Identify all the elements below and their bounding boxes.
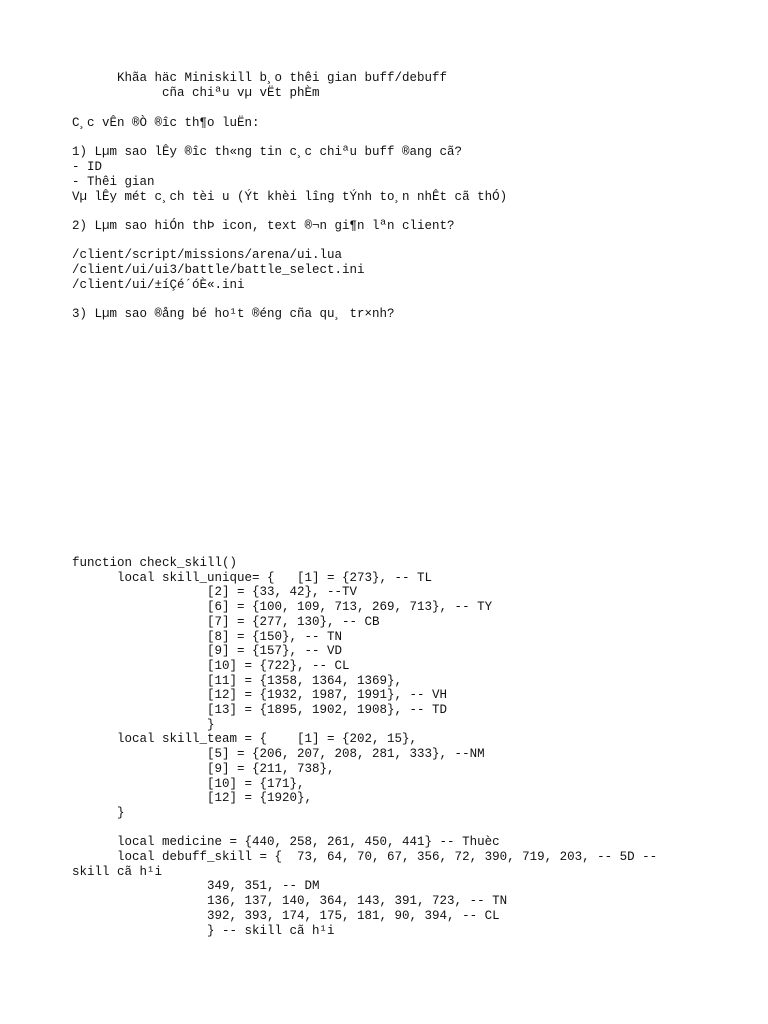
text-line: [8] = {150}, -- TN	[72, 629, 343, 644]
text-line	[72, 131, 80, 145]
text-line: C¸c vÊn ®Ò ®îc th¶o luËn:	[72, 116, 260, 130]
text-line: [6] = {100, 109, 713, 269, 713}, -- TY	[72, 600, 493, 615]
text-line: local medicine = {440, 258, 261, 450, 441} -- Thuèc	[72, 835, 500, 850]
text-line: function check_skill()	[72, 556, 238, 570]
text-line: 349, 351, -- DM	[72, 879, 320, 894]
text-line: 392, 393, 174, 175, 181, 90, 394, -- CL	[72, 908, 500, 923]
text-line: skill cã h¹i	[72, 864, 163, 879]
text-line: [9] = {157}, -- VD	[72, 644, 343, 659]
text-line: [2] = {33, 42}, --TV	[72, 585, 358, 600]
text-line: cña chiªu vµ vËt phÈm	[72, 85, 320, 100]
text-line	[72, 234, 80, 248]
text-line: /client/ui/ui3/battle/battle_select.ini	[72, 263, 365, 278]
text-line: Khãa häc Miniskill b¸o thêi gian buff/debuff	[72, 71, 448, 85]
text-line: } -- skill cã h¹i	[72, 923, 335, 938]
document-title	[72, 71, 447, 100]
text-line: [5] = {206, 207, 208, 281, 333}, --NM	[72, 747, 485, 762]
text-line: [11] = {1358, 1364, 1369},	[72, 673, 403, 688]
text-line: [13] = {1895, 1902, 1908}, -- TD	[72, 703, 448, 718]
text-line: [9] = {211, 738},	[72, 761, 335, 776]
text-line: /client/ui/±íÇé´óÈ«.ini	[72, 277, 245, 292]
text-line: 2) Lµm sao hiÓn thÞ icon, text ®¬n gi¶n lªn client?	[72, 218, 455, 233]
text-line: [12] = {1920},	[72, 791, 313, 806]
text-line: - ID	[72, 160, 103, 175]
text-line	[72, 821, 80, 835]
text-line: 3) Lµm sao ®ång bé ho¹t ®éng cña qu¸ tr×nh?	[72, 307, 395, 322]
text-line: local skill_team = { [1] = {202, 15},	[72, 732, 418, 747]
text-line: }	[72, 717, 215, 732]
text-line: 136, 137, 140, 364, 143, 391, 723, -- TN	[72, 894, 508, 909]
text-line: [12] = {1932, 1987, 1991}, -- VH	[72, 688, 448, 703]
lua-code-listing	[72, 556, 657, 938]
discussion-notes	[72, 116, 507, 322]
text-line: - Thêi gian	[72, 174, 155, 189]
text-line: local debuff_skill = { 73, 64, 70, 67, 356, 72, 390, 719, 203, -- 5D --	[72, 850, 658, 865]
text-line: 1) Lµm sao lÊy ®îc th«ng tin c¸c chiªu buff ®ang cã?	[72, 145, 463, 160]
text-line: [10] = {722}, -- CL	[72, 658, 350, 673]
text-line: /client/script/missions/arena/ui.lua	[72, 248, 343, 263]
text-line: }	[72, 805, 125, 820]
text-line: Vµ lÊy mét c¸ch tèi u (Ýt khèi lîng tÝnh to¸n nhÊt cã thÓ)	[72, 189, 508, 204]
text-line	[72, 204, 80, 218]
text-line: [7] = {277, 130}, -- CB	[72, 614, 380, 629]
text-line	[72, 292, 80, 306]
text-line: [10] = {171},	[72, 776, 305, 791]
text-line: local skill_unique= { [1] = {273}, -- TL	[72, 570, 433, 585]
